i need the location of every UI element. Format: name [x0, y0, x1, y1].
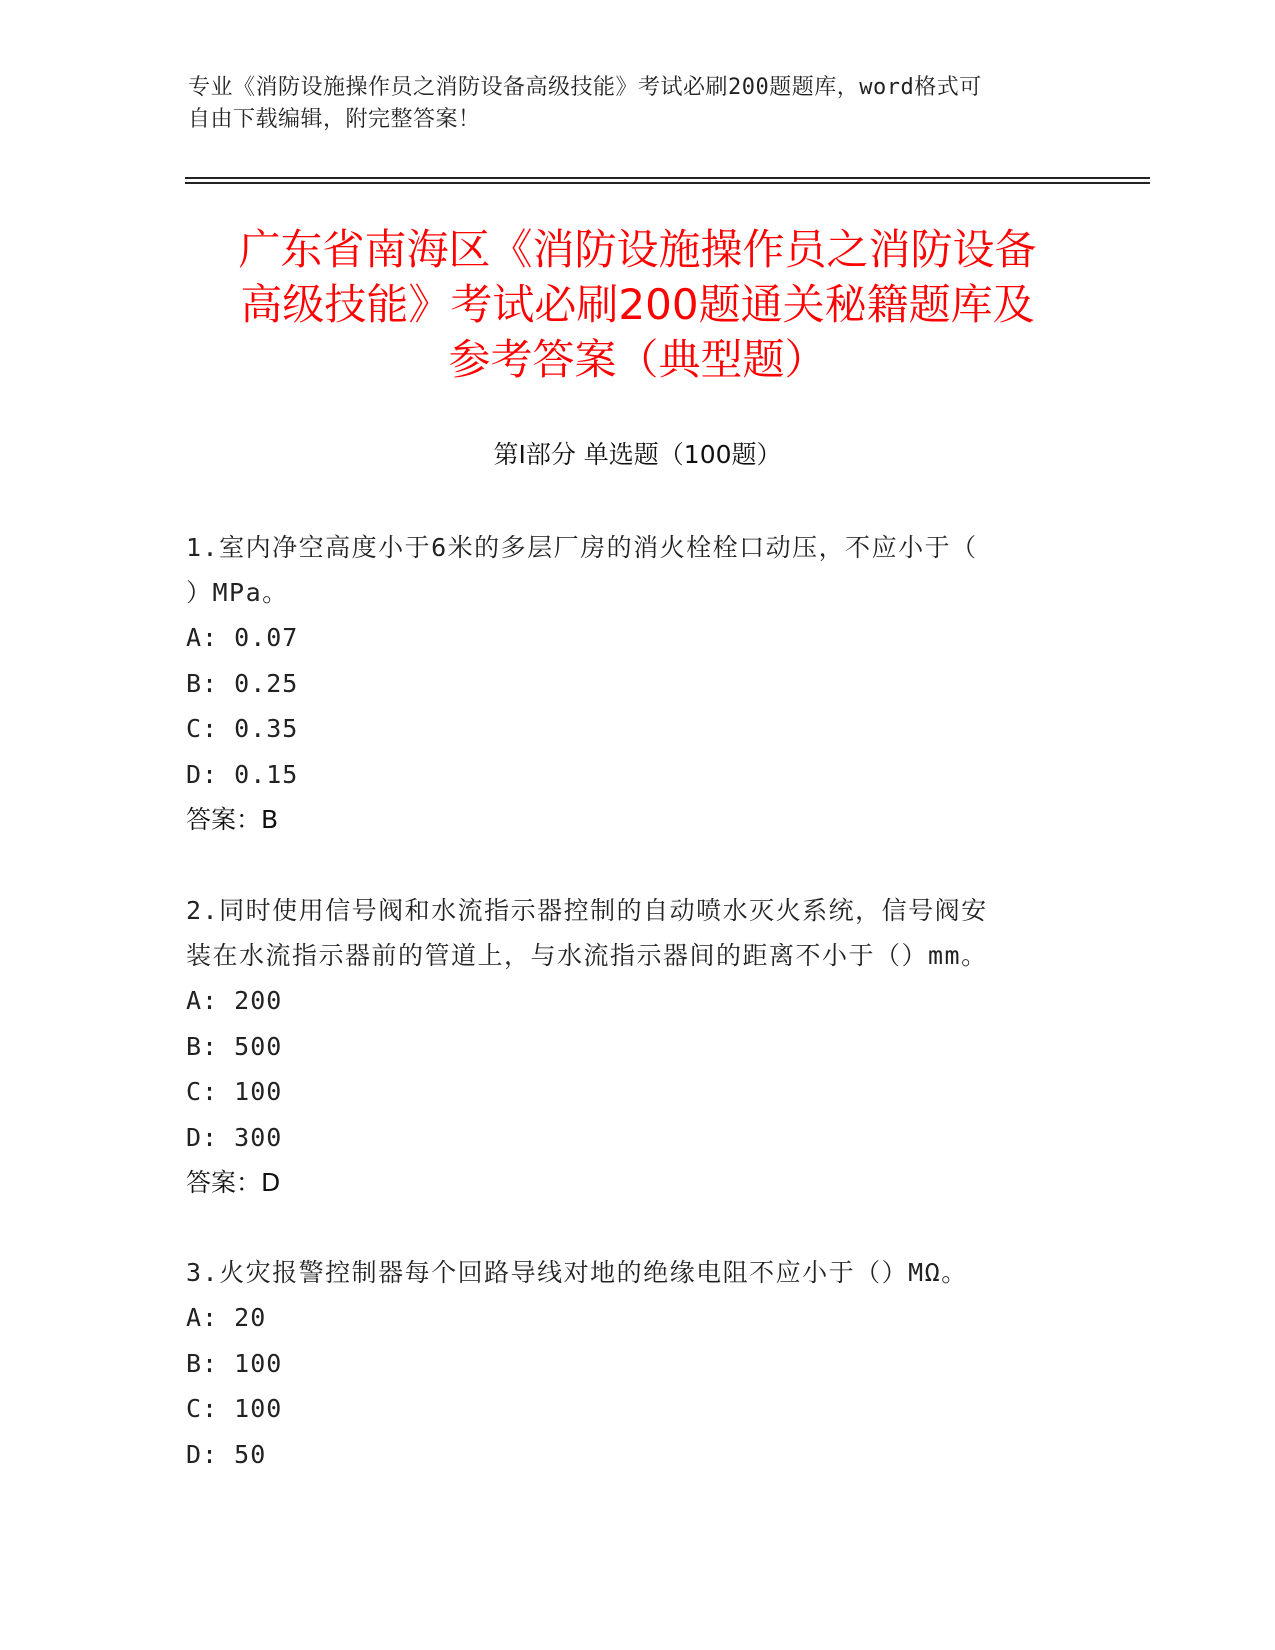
header-rule-bottom: [185, 182, 1150, 184]
option-b: B: 500: [186, 1031, 283, 1061]
header-note: [188, 72, 1068, 136]
answer: 答案：B: [186, 805, 279, 834]
document-title: [190, 222, 1085, 387]
header-note-line-2: 自由下载编辑，附完整答案！: [188, 107, 481, 132]
option-c: C: 100: [186, 1394, 283, 1423]
question-stem-continued: ）MPa。: [186, 578, 289, 607]
document-title-line-2: 高级技能》考试必刷200题通关秘籍题库及: [240, 280, 1035, 329]
option-b: B: 0.25: [186, 668, 299, 698]
answer: 答案：D: [186, 1168, 281, 1197]
question-2: [186, 888, 1066, 1205]
option-d: D: 50: [186, 1439, 267, 1469]
question-3: [186, 1250, 1066, 1477]
question-stem: 2.同时使用信号阀和水流指示器控制的自动喷水灭火系统，信号阀安: [186, 896, 988, 925]
header-rule-top: [185, 177, 1150, 179]
question-1: [186, 525, 1066, 842]
document-title-line-3: 参考答案（典型题）: [448, 335, 827, 384]
question-stem: 1.室内净空高度小于6米的多层厂房的消火栓栓口动压，不应小于（: [186, 533, 978, 562]
option-b: B: 100: [186, 1348, 283, 1378]
option-a: A: 200: [186, 986, 283, 1015]
document-title-line-1: 广东省南海区《消防设施操作员之消防设备: [238, 225, 1037, 274]
option-d: D: 300: [186, 1122, 283, 1152]
option-a: A: 20: [186, 1303, 267, 1332]
option-c: C: 100: [186, 1077, 283, 1106]
option-c: C: 0.35: [186, 714, 299, 743]
section-heading: 第Ⅰ部分 单选题（100题）: [493, 440, 782, 469]
question-stem: 3.火灾报警控制器每个回路导线对地的绝缘电阻不应小于（）MΩ。: [186, 1258, 968, 1287]
header-note-line-1: 专业《消防设施操作员之消防设备高级技能》考试必刷200题题库，word格式可: [188, 75, 982, 100]
question-stem-continued: 装在水流指示器前的管道上，与水流指示器间的距离不小于（）mm。: [186, 941, 988, 970]
option-a: A: 0.07: [186, 623, 299, 652]
option-d: D: 0.15: [186, 759, 299, 789]
